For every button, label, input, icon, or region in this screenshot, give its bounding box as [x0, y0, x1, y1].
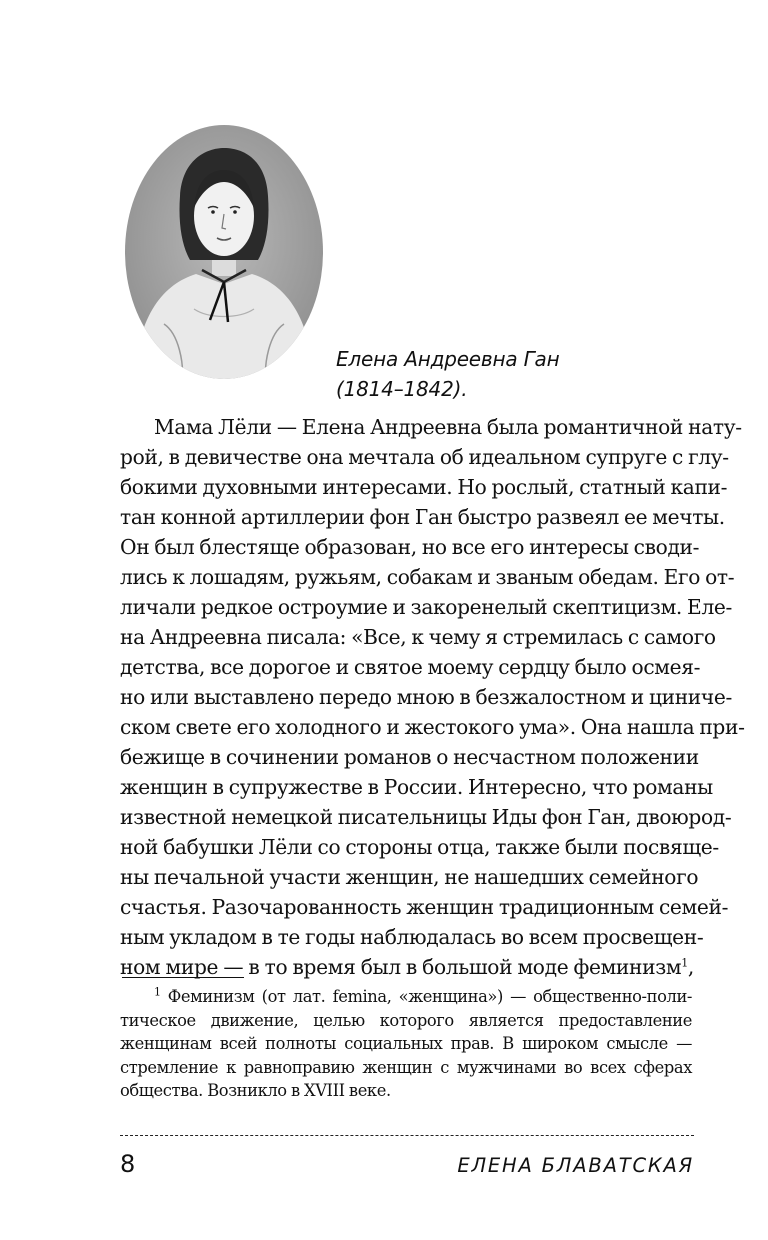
running-title: ЕЛЕНА БЛАВАТСКАЯ [457, 1154, 694, 1177]
body-line: рой, в девичестве она мечтала об идеальном супруге с глу- [120, 445, 729, 469]
body-line: Мама Лёли — Елена Андреевна была романтичной нату- [154, 415, 742, 439]
footnote-marker: 1 [154, 985, 161, 999]
footnote-line [120, 985, 692, 1009]
body-line: бежище в сочинении романов о несчастном положении [120, 745, 699, 769]
body-line: женщин в супружестве в России. Интересно, что романы [120, 775, 713, 799]
portrait-caption [336, 344, 656, 404]
body-line: ной бабушки Лёли со стороны отца, также были посвяще- [120, 835, 719, 859]
body-line: но или выставлено передо мною в безжалостном и циниче- [120, 685, 732, 709]
body-text [120, 412, 745, 982]
body-line: детства, все дорогое и святое моему сердцу было осмея- [120, 655, 701, 679]
footnote-reference[interactable]: 1 [681, 956, 688, 970]
body-line: ском свете его холодного и жестокого ума». Она нашла при- [120, 715, 745, 739]
footer-divider [120, 1135, 694, 1136]
body-line: личали редкое остроумие и закоренелый скептицизм. Еле- [120, 595, 732, 619]
footnote-line: стремление к равноправию женщин с мужчинами во всех сферах [120, 1057, 692, 1077]
body-line: ны печальной участи женщин, не нашедших семейного [120, 865, 699, 889]
body-line: лись к лошадям, ружьям, собакам и званым обедам. Его от- [120, 565, 735, 589]
body-line: счастья. Разочарованность женщин традиционным семей- [120, 895, 729, 919]
body-line-suffix: , [687, 955, 694, 979]
page-number: 8 [120, 1150, 136, 1178]
body-line: известной немецкой писательницы Иды фон Ган, двоюрод- [120, 805, 732, 829]
portrait-image [124, 124, 324, 380]
footnote-line-text: Феминизм (от лат. femina, «женщина») — общественно-поли- [167, 987, 692, 1006]
footnote-separator [122, 977, 244, 978]
footnote-line: тическое движение, целью которого является предоставление [120, 1010, 692, 1030]
body-line: тан конной артиллерии фон Ган быстро развеял ее мечты. [120, 505, 725, 529]
body-line-text: ном мире — в то время был в большой моде феминизм [120, 955, 682, 979]
footnote-line: женщинам всей полноты социальных прав. В широком смысле — [120, 1034, 692, 1053]
body-line: на Андреевна писала: «Все, к чему я стремилась с самого [120, 625, 716, 649]
caption-name: Елена Андреевна Ган [336, 347, 560, 371]
caption-years: (1814–1842). [336, 377, 468, 401]
body-line: ным укладом в те годы наблюдалась во всем просвещен- [120, 925, 704, 949]
footnote [120, 985, 692, 1103]
body-line: Он был блестяще образован, но все его интересы своди- [120, 535, 700, 559]
body-line: бокими духовными интересами. Но рослый, статный капи- [120, 475, 728, 499]
footnote-line: общества. Возникло в XVIII веке. [120, 1081, 391, 1100]
